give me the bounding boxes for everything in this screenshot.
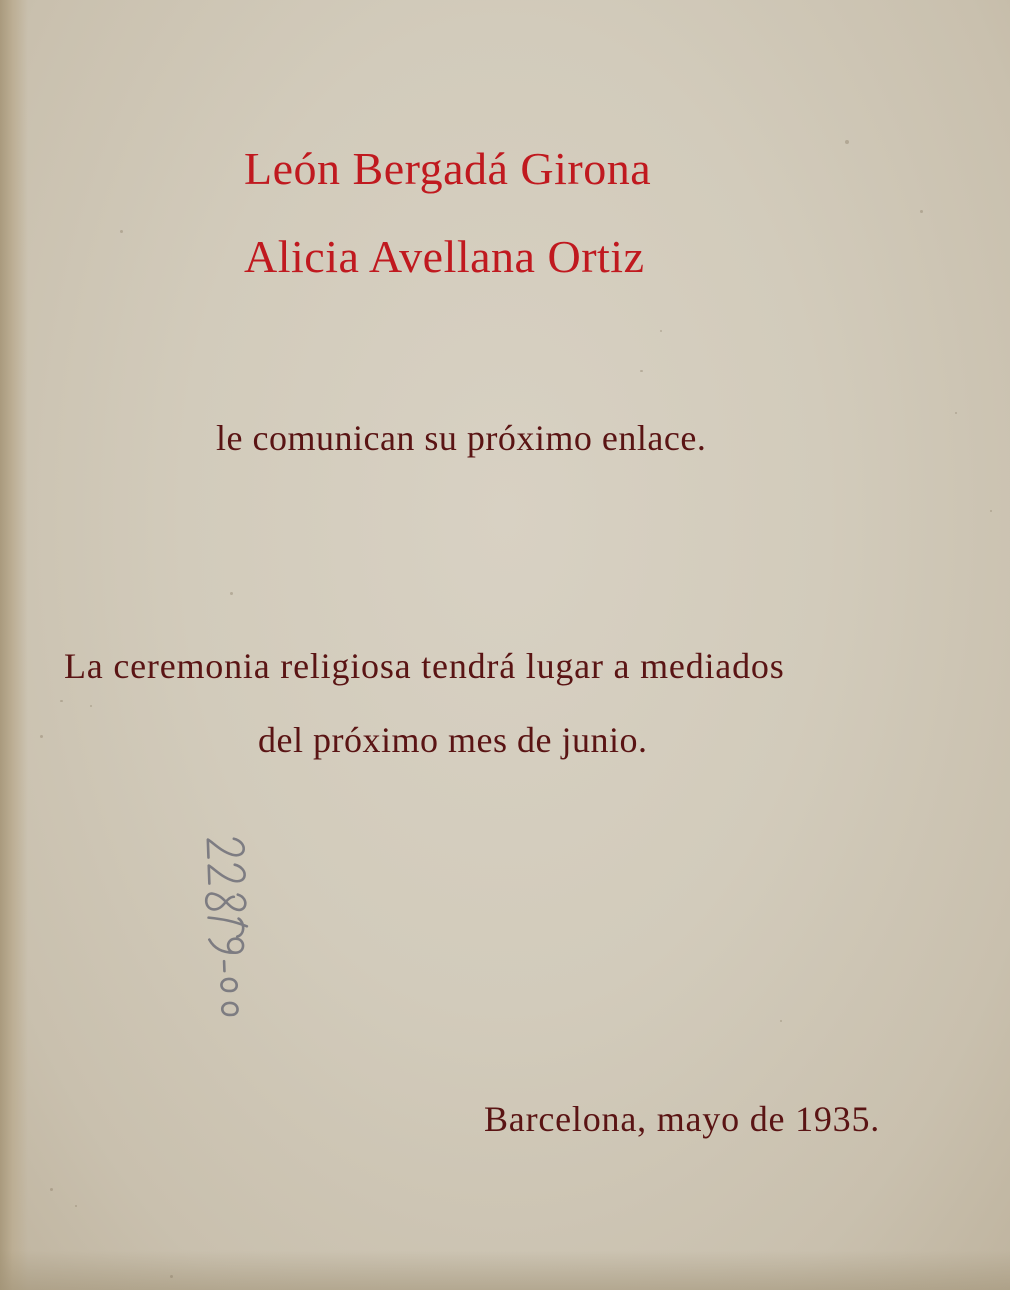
pencil-handwriting-icon	[194, 834, 261, 1026]
announcement-text: le comunican su próximo enlace.	[216, 418, 707, 458]
ceremony-text-line-2: del próximo mes de junio.	[258, 720, 648, 760]
ceremony-text-line-1: La ceremonia religiosa tendrá lugar a mediados	[64, 646, 785, 686]
handwritten-catalog-number	[194, 834, 261, 1026]
paper-edge-shadow	[0, 0, 28, 1290]
place-date: Barcelona, mayo de 1935.	[484, 1099, 881, 1139]
paper-bottom-shadow	[0, 1250, 1010, 1290]
groom-name: León Bergadá Girona	[244, 143, 652, 194]
bride-name: Alicia Avellana Ortiz	[244, 231, 645, 282]
